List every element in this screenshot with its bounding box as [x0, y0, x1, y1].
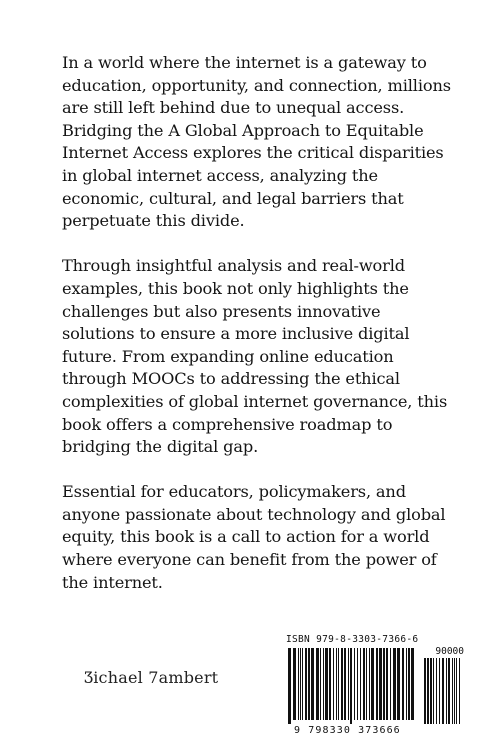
barcode-bar — [341, 648, 343, 720]
barcode-addon-bar — [427, 658, 429, 724]
barcode-bar — [369, 648, 370, 720]
barcode-bar — [350, 648, 352, 724]
barcode-addon-bar — [439, 658, 440, 724]
barcode-bar — [371, 648, 374, 720]
barcode-bar — [320, 648, 321, 720]
isbn-label: ISBN 979-8-3303-7366-6 — [286, 634, 419, 645]
barcode-digits: 9 798330 373666 — [294, 725, 401, 736]
barcode-bar — [302, 648, 303, 720]
barcode-addon-bar — [448, 658, 450, 724]
barcode-addon-bar — [436, 658, 437, 724]
barcode-bars — [282, 648, 466, 728]
barcode-bar — [363, 648, 365, 720]
barcode-addon-bar — [459, 658, 460, 724]
barcode-addon-bar — [433, 658, 434, 724]
barcode-bar — [406, 648, 407, 720]
barcode-bar — [366, 648, 367, 720]
barcode-bar — [336, 648, 337, 720]
barcode-bar — [383, 648, 385, 720]
barcode-bar — [408, 648, 410, 720]
author-name: Ʒichael 7ambert — [84, 668, 219, 687]
barcode-bar — [390, 648, 391, 720]
barcode-bar — [393, 648, 396, 720]
barcode-addon-bar — [452, 658, 453, 724]
barcode-bar — [386, 648, 388, 720]
barcode-bar — [360, 648, 361, 720]
barcode-bar — [298, 648, 299, 720]
blurb-paragraph-2: Through insightful analysis and real-world examples, this book not only highlights the challenges but also presents innovative solutions to ensure a more inclusive digital future. From expanding online education through MOOCs to addressing the ethical complexities of global internet governance, this book offers a comprehensive roadmap to bridging the digital gap. — [62, 256, 448, 457]
barcode-bar — [411, 648, 414, 720]
barcode-bar — [376, 648, 378, 720]
barcode-addon-bar — [456, 658, 457, 724]
barcode-addon: 90000 — [435, 646, 464, 657]
barcode-bar — [305, 648, 307, 720]
barcode-bar — [288, 648, 291, 724]
isbn-barcode — [282, 634, 466, 738]
barcode-bar — [323, 648, 324, 720]
barcode-addon-bar — [430, 658, 432, 724]
barcode-bar — [402, 648, 404, 720]
barcode-bar — [325, 648, 328, 720]
back-cover-blurb — [62, 52, 454, 594]
barcode-bar — [344, 648, 346, 720]
barcode-bar — [333, 648, 334, 720]
blurb-paragraph-1: In a world where the internet is a gateway to education, opportunity, and connection, millions are still left behind due to unequal access. Bridging the A Global Approach to Equitable Internet Access explores the critical disparities in global internet access, analyzing the economic, cultural, and legal barriers that perpetuate this divide. — [62, 53, 451, 231]
barcode-addon-bar — [424, 658, 426, 724]
barcode-bar — [354, 648, 355, 720]
barcode-bar — [316, 648, 319, 720]
barcode-bar — [300, 648, 301, 720]
barcode-bar — [329, 648, 331, 720]
barcode-addon-bar — [442, 658, 444, 724]
barcode-bar — [379, 648, 382, 720]
barcode-bar — [308, 648, 310, 720]
barcode-bar — [293, 648, 296, 720]
blurb-paragraph-3: Essential for educators, policymakers, and anyone passionate about technology and global equity, this book is a call to action for a world where everyone can benefit from the power of the internet. — [62, 482, 446, 592]
barcode-addon-bar — [454, 658, 455, 724]
barcode-addon-bar — [446, 658, 447, 724]
barcode-bar — [348, 648, 349, 720]
barcode-bar — [338, 648, 339, 720]
barcode-bar — [397, 648, 400, 720]
barcode-bar — [311, 648, 314, 720]
barcode-bar — [357, 648, 358, 720]
